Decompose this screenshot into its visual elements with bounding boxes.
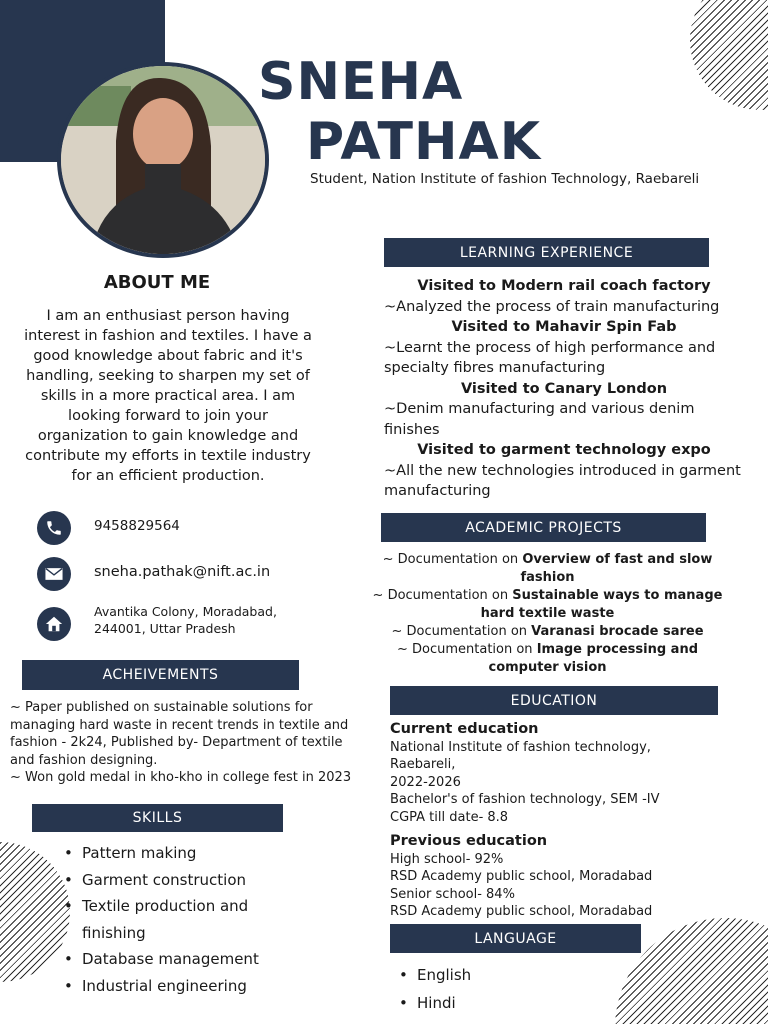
skill-item: • Garment construction [62,867,282,894]
language-list [397,961,547,1017]
previous-education-label: Previous education [390,833,548,849]
education-block [390,721,720,921]
language-item: • English [397,961,547,989]
learning-title: Visited to Canary London [460,380,668,397]
address [94,603,277,637]
learning-desc: ~Analyzed the process of train manufacturing [384,298,720,315]
project-item: ~ Documentation on Sustainable ways to manage hard textile waste [372,588,723,621]
education-line: High school- 92% [390,851,504,867]
education-line: CGPA till date- 8.8 [390,809,509,825]
learning-desc: ~Learnt the process of high performance and specialty fibres manufacturing [384,339,716,376]
skills-heading: SKILLS [32,804,283,832]
about-heading: ABOUT ME [103,272,211,293]
language-heading: LANGUAGE [390,924,641,953]
achievement-item: ~ Won gold medal in kho-kho in college fest in 2023 [10,770,352,785]
hatch-circle-bottom-left [0,842,70,982]
education-line: Raebareli, [390,757,456,772]
last-name: PATHAK [306,112,542,172]
person-silhouette [61,66,265,254]
achievements-heading: ACHEIVEMENTS [22,660,299,690]
skill-item: • Database management [62,946,282,973]
learning-desc: ~All the new technologies introduced in garment manufacturing [384,462,741,499]
education-heading: EDUCATION [390,686,718,715]
learning-list [384,276,744,502]
subtitle: Student, Nation Institute of fashion Technology, Raebareli [310,171,700,187]
phone-number: 9458829564 [94,518,180,534]
address-line-1: Avantika Colony, Moradabad, [94,604,277,619]
projects-heading: ACADEMIC PROJECTS [381,513,706,542]
projects-list [370,551,725,677]
project-item: ~ Documentation on Image processing and computer vision [396,642,699,675]
skills-list [62,840,282,999]
achievement-item: ~ Paper published on sustainable solutions for managing hard waste in recent trends in textile and fashion - 2k24, Published by- Department of textile and fashion designing. [10,700,349,768]
current-education-label: Current education [390,721,539,737]
learning-title: Visited to Mahavir Spin Fab [451,319,677,335]
hatch-circle-top-right [690,0,768,110]
achievements-list [10,699,355,787]
skill-item: • Industrial engineering [62,973,282,1000]
education-line: National Institute of fashion technology, [390,739,651,755]
learning-desc: ~Denim manufacturing and various denim finishes [384,401,695,438]
education-line: RSD Academy public school, Moradabad [390,904,653,919]
learning-heading: LEARNING EXPERIENCE [384,238,709,267]
mail-icon [37,557,71,591]
address-line-2: 244001, Uttar Pradesh [94,621,236,636]
education-line: 2022-2026 [390,774,461,790]
project-item: ~ Documentation on Overview of fast and slow fashion [382,552,713,585]
education-line: RSD Academy public school, Moradabad [390,869,653,884]
education-line: Senior school- 84% [390,886,515,902]
email-address[interactable]: sneha.pathak@nift.ac.in [94,564,271,580]
learning-title: Visited to garment technology expo [417,442,711,458]
home-icon [37,607,71,641]
learning-title: Visited to Modern rail coach factory [417,278,711,294]
first-name: SNEHA [258,52,464,112]
education-line: Bachelor's of fashion technology, SEM -IV [390,792,660,807]
about-text: I am an enthusiast person having interest in fashion and textiles. I have a good knowledge about fabric and it's handling, seeking to sharpen my set of skills in a more practical area. I am looking forward to join your organization to gain knowledge and contribute my efforts in textile industry for an efficient production. [24,308,312,484]
language-item: • Hindi [397,989,547,1017]
profile-photo [57,62,269,258]
skill-item: • Pattern making [62,840,282,867]
project-item: ~ Documentation on Varanasi brocade saree [391,624,704,639]
phone-icon [37,511,71,545]
skill-item: • Textile production and finishing [62,893,282,946]
